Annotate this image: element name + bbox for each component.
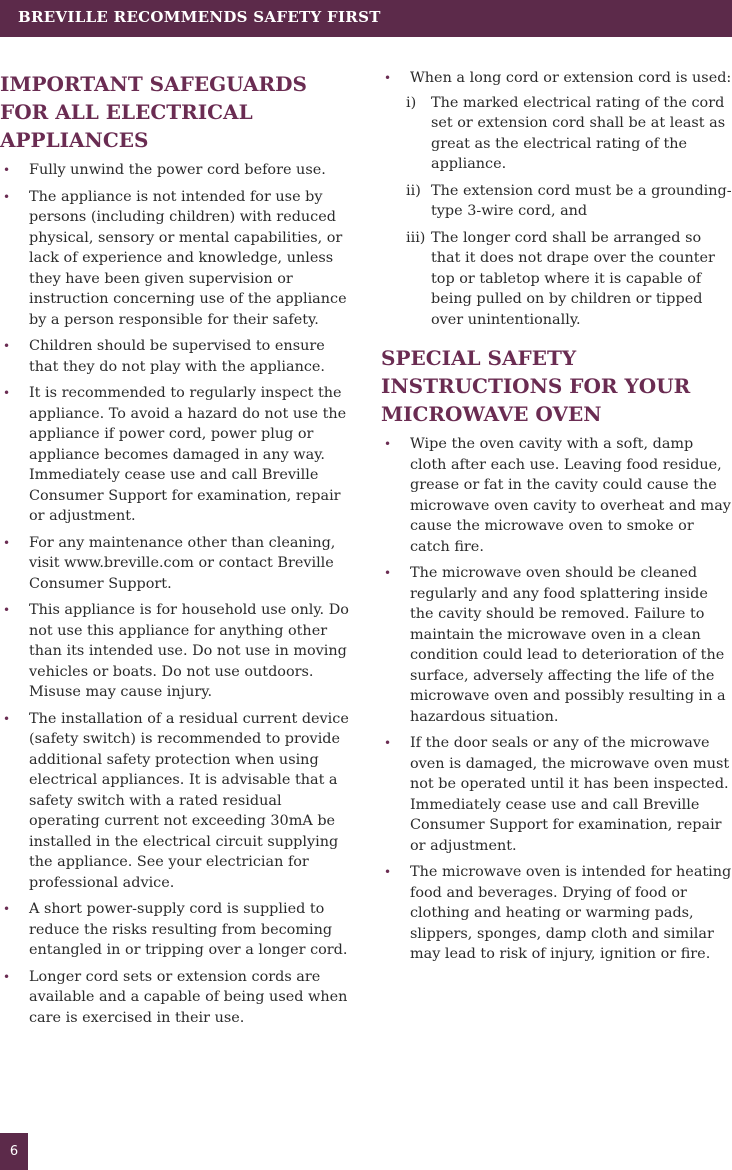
item-text: The microwave oven is intended for heating food and beverages. Drying of food or clothing and heating or warming pads, slippers, sponges, damp cloth and similar may lead to risk of injury, ignition or fire.: [410, 864, 732, 962]
safeguards-heading: IMPORTANT SAFEGUARDS FOR ALL ELECTRICAL APPLIANCES: [0, 72, 307, 152]
list-item: [381, 733, 732, 856]
safeguards-list: [0, 160, 352, 1028]
sublist-item: [406, 228, 732, 331]
sublist-number: ii): [406, 182, 421, 199]
item-text: Longer cord sets or extension cords are available and a capable of being used when care is exercised in their use.: [29, 968, 348, 1026]
list-item: [381, 434, 732, 557]
bullet-icon: •: [384, 865, 392, 879]
sublist-text: The marked electrical rating of the cord set or extension cord shall be at least as great as the electrical rating of the appliance.: [431, 94, 726, 172]
sublist-number: iii): [406, 229, 426, 246]
sublist-item: [406, 181, 732, 222]
item-text: Children should be supervised to ensure that they do not play with the appliance.: [29, 338, 325, 375]
sublist-number: i): [406, 94, 417, 111]
bullet-icon: •: [3, 711, 11, 726]
cord-sublist: [406, 93, 732, 331]
bullet-icon: •: [384, 437, 392, 451]
right-column: [381, 68, 732, 971]
bullet-icon: •: [3, 189, 11, 204]
list-item: [0, 533, 352, 595]
item-text: The microwave oven should be cleaned regularly and any food splattering inside the cavity should be removed. Failure to maintain the microwave oven in a clean condition could lead to deterioration of the surface, adversely affecting the life of the microwave oven and possibly resulting in a hazardous situation.: [410, 565, 726, 725]
list-item: [0, 383, 352, 527]
item-text: For any maintenance other than cleaning, visit www.breville.com or contact Breville Consumer Support.: [29, 534, 336, 592]
sublist-text: The longer cord shall be arranged so that it does not drape over the counter top or tabletop where it is capable of being pulled on by children or tipped over unintentionally.: [431, 229, 715, 328]
microwave-list: [381, 434, 732, 965]
item-text: If the door seals or any of the microwave oven is damaged, the microwave oven must not be operated until it has been inspected. Immediately cease use and call Breville Consumer Support for examination, repair or adjustment.: [410, 735, 730, 854]
header-bar: [0, 0, 732, 37]
bullet-icon: •: [384, 566, 392, 580]
bullet-icon: •: [384, 71, 392, 85]
sublist-text: The extension cord must be a grounding-type 3-wire cord, and: [431, 182, 732, 219]
bullet-icon: •: [3, 163, 11, 177]
item-text: The installation of a residual current device (safety switch) is recommended to provide additional safety protection when using electrical appliances. It is advisable that a safety switch with a rated residual operating current not exceeding 30mA be installed in the electrical circuit supplying the appliance. See your electrician for professional advice.: [29, 710, 349, 891]
list-item: [381, 862, 732, 965]
bullet-icon: •: [3, 603, 11, 617]
item-text: It is recommended to regularly inspect the appliance. To avoid a hazard do not use the appliance if power cord, power plug or appliance becomes damaged in any way. Immediately cease use and call Breville Consumer Support for examination, repair or adjustment.: [29, 385, 347, 524]
bullet-icon: •: [3, 339, 11, 353]
bullet-icon: •: [384, 736, 392, 750]
sublist-item: [406, 93, 732, 175]
bullet-icon: •: [3, 902, 11, 916]
item-text: Fully unwind the power cord before use.: [29, 162, 326, 178]
item-text: A short power-supply cord is supplied to reduce the risks resulting from becoming entangled in or tripping over a longer cord.: [29, 901, 348, 958]
item-text: When a long cord or extension cord is used:: [410, 70, 732, 86]
list-item: [0, 967, 352, 1029]
list-item: [0, 336, 352, 377]
list-item: [0, 709, 352, 894]
header-title: BREVILLE RECOMMENDS SAFETY FIRST: [18, 8, 381, 26]
item-text: This appliance is for household use only. Do not use this appliance for anything other than its intended use. Do not use in moving vehicles or boats. Do not use outdoors. Misuse may cause injury.: [29, 602, 349, 700]
cord-list: [381, 68, 732, 330]
item-text: Wipe the oven cavity with a soft, damp cloth after each use. Leaving food residue, grease or fat in the cavity could cause the microwave oven cavity to overheat and may cause the microwave oven to smoke or catch fire.: [410, 436, 731, 555]
list-item: [0, 187, 352, 331]
list-item: [0, 600, 352, 703]
list-item: [381, 68, 732, 330]
list-item: [0, 899, 352, 961]
list-item: [0, 160, 352, 181]
bullet-icon: •: [3, 386, 11, 400]
page-number: 6: [0, 1133, 28, 1170]
bullet-icon: •: [3, 535, 11, 550]
bullet-icon: •: [3, 969, 11, 984]
list-item: [381, 563, 732, 727]
microwave-heading: SPECIAL SAFETY INSTRUCTIONS FOR YOUR MICROWAVE OVEN: [381, 346, 691, 426]
item-text: The appliance is not intended for use by persons (including children) with reduced physical, sensory or mental capabilities, or lack of experience and knowledge, unless they have been given supervision or instruction concerning use of the appliance by a person responsible for their safety.: [29, 188, 347, 328]
left-column: [0, 70, 352, 1034]
